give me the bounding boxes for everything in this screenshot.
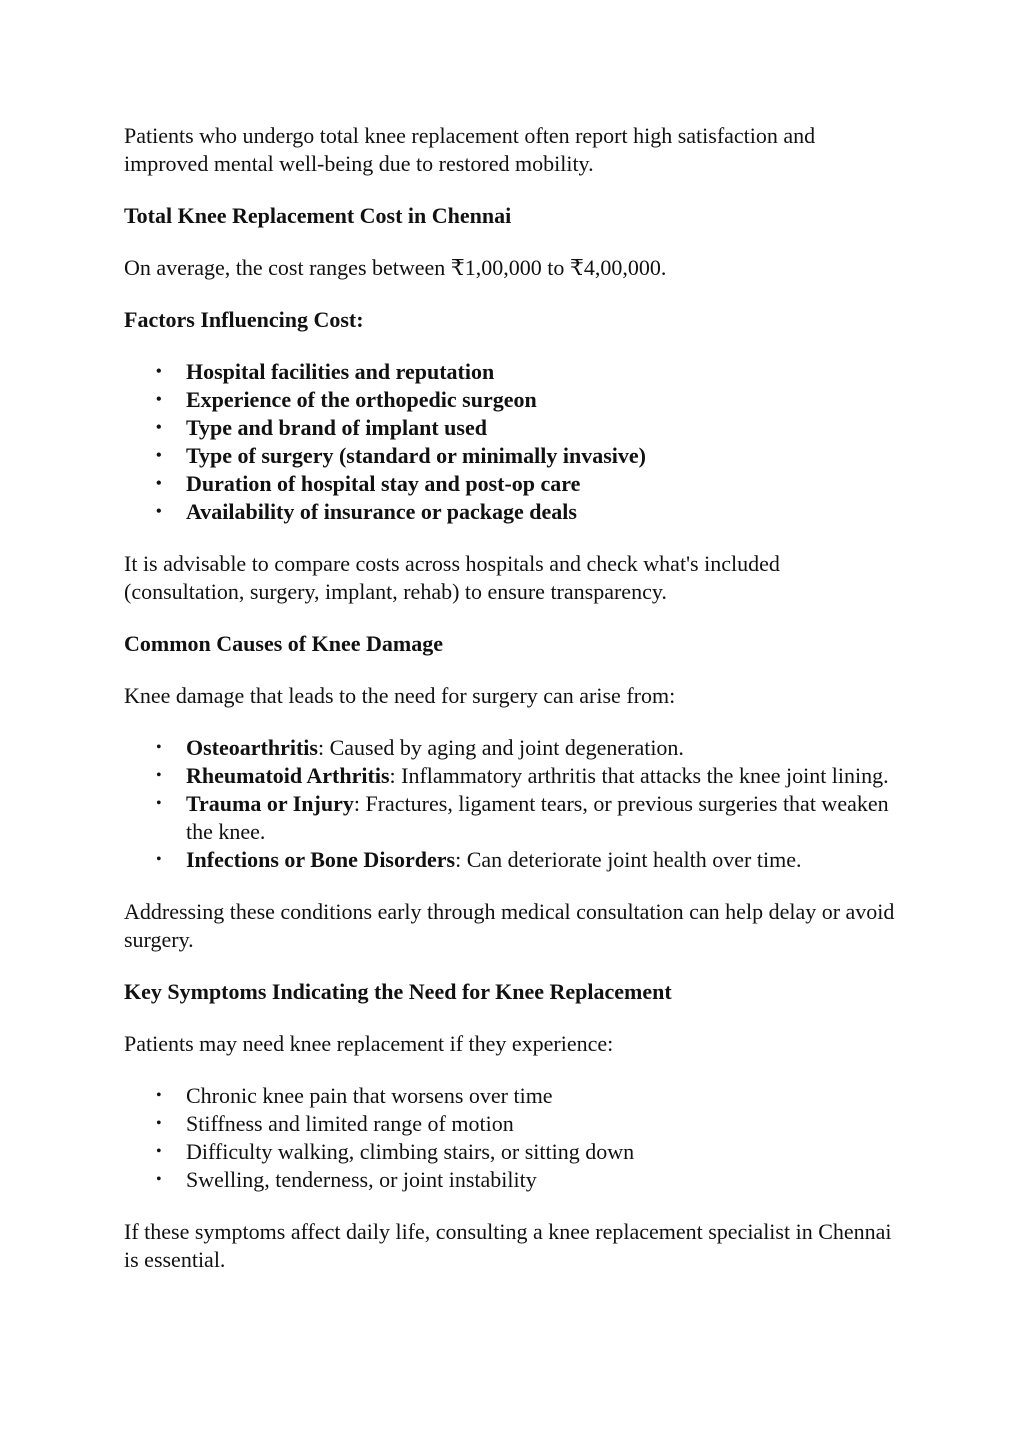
list-item bbox=[156, 442, 904, 470]
list-item bbox=[156, 762, 904, 790]
intro-paragraph: Patients who undergo total knee replacement often report high satisfaction and improved mental well-being due to restored mobility. bbox=[124, 123, 816, 176]
cause-description: : Caused by aging and joint degeneration. bbox=[317, 735, 684, 760]
bullet-icon: • bbox=[156, 419, 162, 436]
symptom-text: Swelling, tenderness, or joint instability bbox=[186, 1167, 537, 1192]
symptom-text: Stiffness and limited range of motion bbox=[186, 1111, 514, 1136]
list-item bbox=[156, 790, 904, 846]
bullet-icon: • bbox=[156, 1115, 162, 1132]
cause-description: : Inflammatory arthritis that attacks the knee joint lining. bbox=[389, 763, 889, 788]
list-item bbox=[156, 1166, 904, 1194]
cause-term: Infections or Bone Disorders bbox=[186, 847, 456, 872]
bullet-icon: • bbox=[156, 1087, 162, 1104]
bullet-icon: • bbox=[156, 795, 162, 812]
cost-advice-paragraph: It is advisable to compare costs across hospitals and check what's included (consultation, surgery, implant, rehab) to ensure transparency. bbox=[124, 551, 780, 604]
cost-average-paragraph: On average, the cost ranges between ₹1,00,000 to ₹4,00,000. bbox=[124, 255, 667, 280]
causes-intro-paragraph: Knee damage that leads to the need for surgery can arise from: bbox=[124, 683, 676, 708]
list-item bbox=[156, 1110, 904, 1138]
bullet-icon: • bbox=[156, 739, 162, 756]
bullet-icon: • bbox=[156, 391, 162, 408]
cause-term: Osteoarthritis bbox=[186, 735, 318, 760]
list-item bbox=[156, 498, 904, 526]
symptom-text: Difficulty walking, climbing stairs, or sitting down bbox=[186, 1139, 635, 1164]
list-item bbox=[156, 734, 904, 762]
list-item bbox=[156, 846, 904, 874]
list-item bbox=[156, 414, 904, 442]
factor-text: Experience of the orthopedic surgeon bbox=[186, 387, 537, 412]
factor-text: Duration of hospital stay and post-op care bbox=[186, 471, 581, 496]
bullet-icon: • bbox=[156, 363, 162, 380]
factor-text: Hospital facilities and reputation bbox=[186, 359, 495, 384]
list-item bbox=[156, 386, 904, 414]
causes-list bbox=[124, 734, 904, 874]
cause-term: Trauma or Injury bbox=[186, 791, 354, 816]
symptoms-outro-paragraph: If these symptoms affect daily life, consulting a knee replacement specialist in Chennai is essential. bbox=[124, 1219, 892, 1272]
bullet-icon: • bbox=[156, 503, 162, 520]
list-item bbox=[156, 470, 904, 498]
symptoms-intro-paragraph: Patients may need knee replacement if they experience: bbox=[124, 1031, 614, 1056]
factor-text: Type and brand of implant used bbox=[186, 415, 487, 440]
symptoms-heading: Key Symptoms Indicating the Need for Knee Replacement bbox=[124, 979, 672, 1004]
list-item bbox=[156, 1082, 904, 1110]
causes-heading: Common Causes of Knee Damage bbox=[124, 631, 443, 656]
cost-heading: Total Knee Replacement Cost in Chennai bbox=[124, 203, 512, 228]
factor-text: Type of surgery (standard or minimally invasive) bbox=[186, 443, 646, 468]
factors-heading: Factors Influencing Cost: bbox=[124, 307, 364, 332]
document-page bbox=[124, 122, 904, 1298]
causes-outro-paragraph: Addressing these conditions early through medical consultation can help delay or avoid surgery. bbox=[124, 899, 895, 952]
factors-list bbox=[124, 358, 904, 526]
list-item bbox=[156, 358, 904, 386]
factor-text: Availability of insurance or package deals bbox=[186, 499, 577, 524]
bullet-icon: • bbox=[156, 1171, 162, 1188]
cause-description: : Can deteriorate joint health over time. bbox=[455, 847, 802, 872]
symptom-text: Chronic knee pain that worsens over time bbox=[186, 1083, 553, 1108]
bullet-icon: • bbox=[156, 851, 162, 868]
cause-term: Rheumatoid Arthritis bbox=[186, 763, 390, 788]
bullet-icon: • bbox=[156, 767, 162, 784]
bullet-icon: • bbox=[156, 447, 162, 464]
list-item bbox=[156, 1138, 904, 1166]
bullet-icon: • bbox=[156, 1143, 162, 1160]
cause-description: : Fractures, ligament tears, or previous surgeries that weaken the knee. bbox=[186, 791, 889, 844]
symptoms-list bbox=[124, 1082, 904, 1194]
bullet-icon: • bbox=[156, 475, 162, 492]
